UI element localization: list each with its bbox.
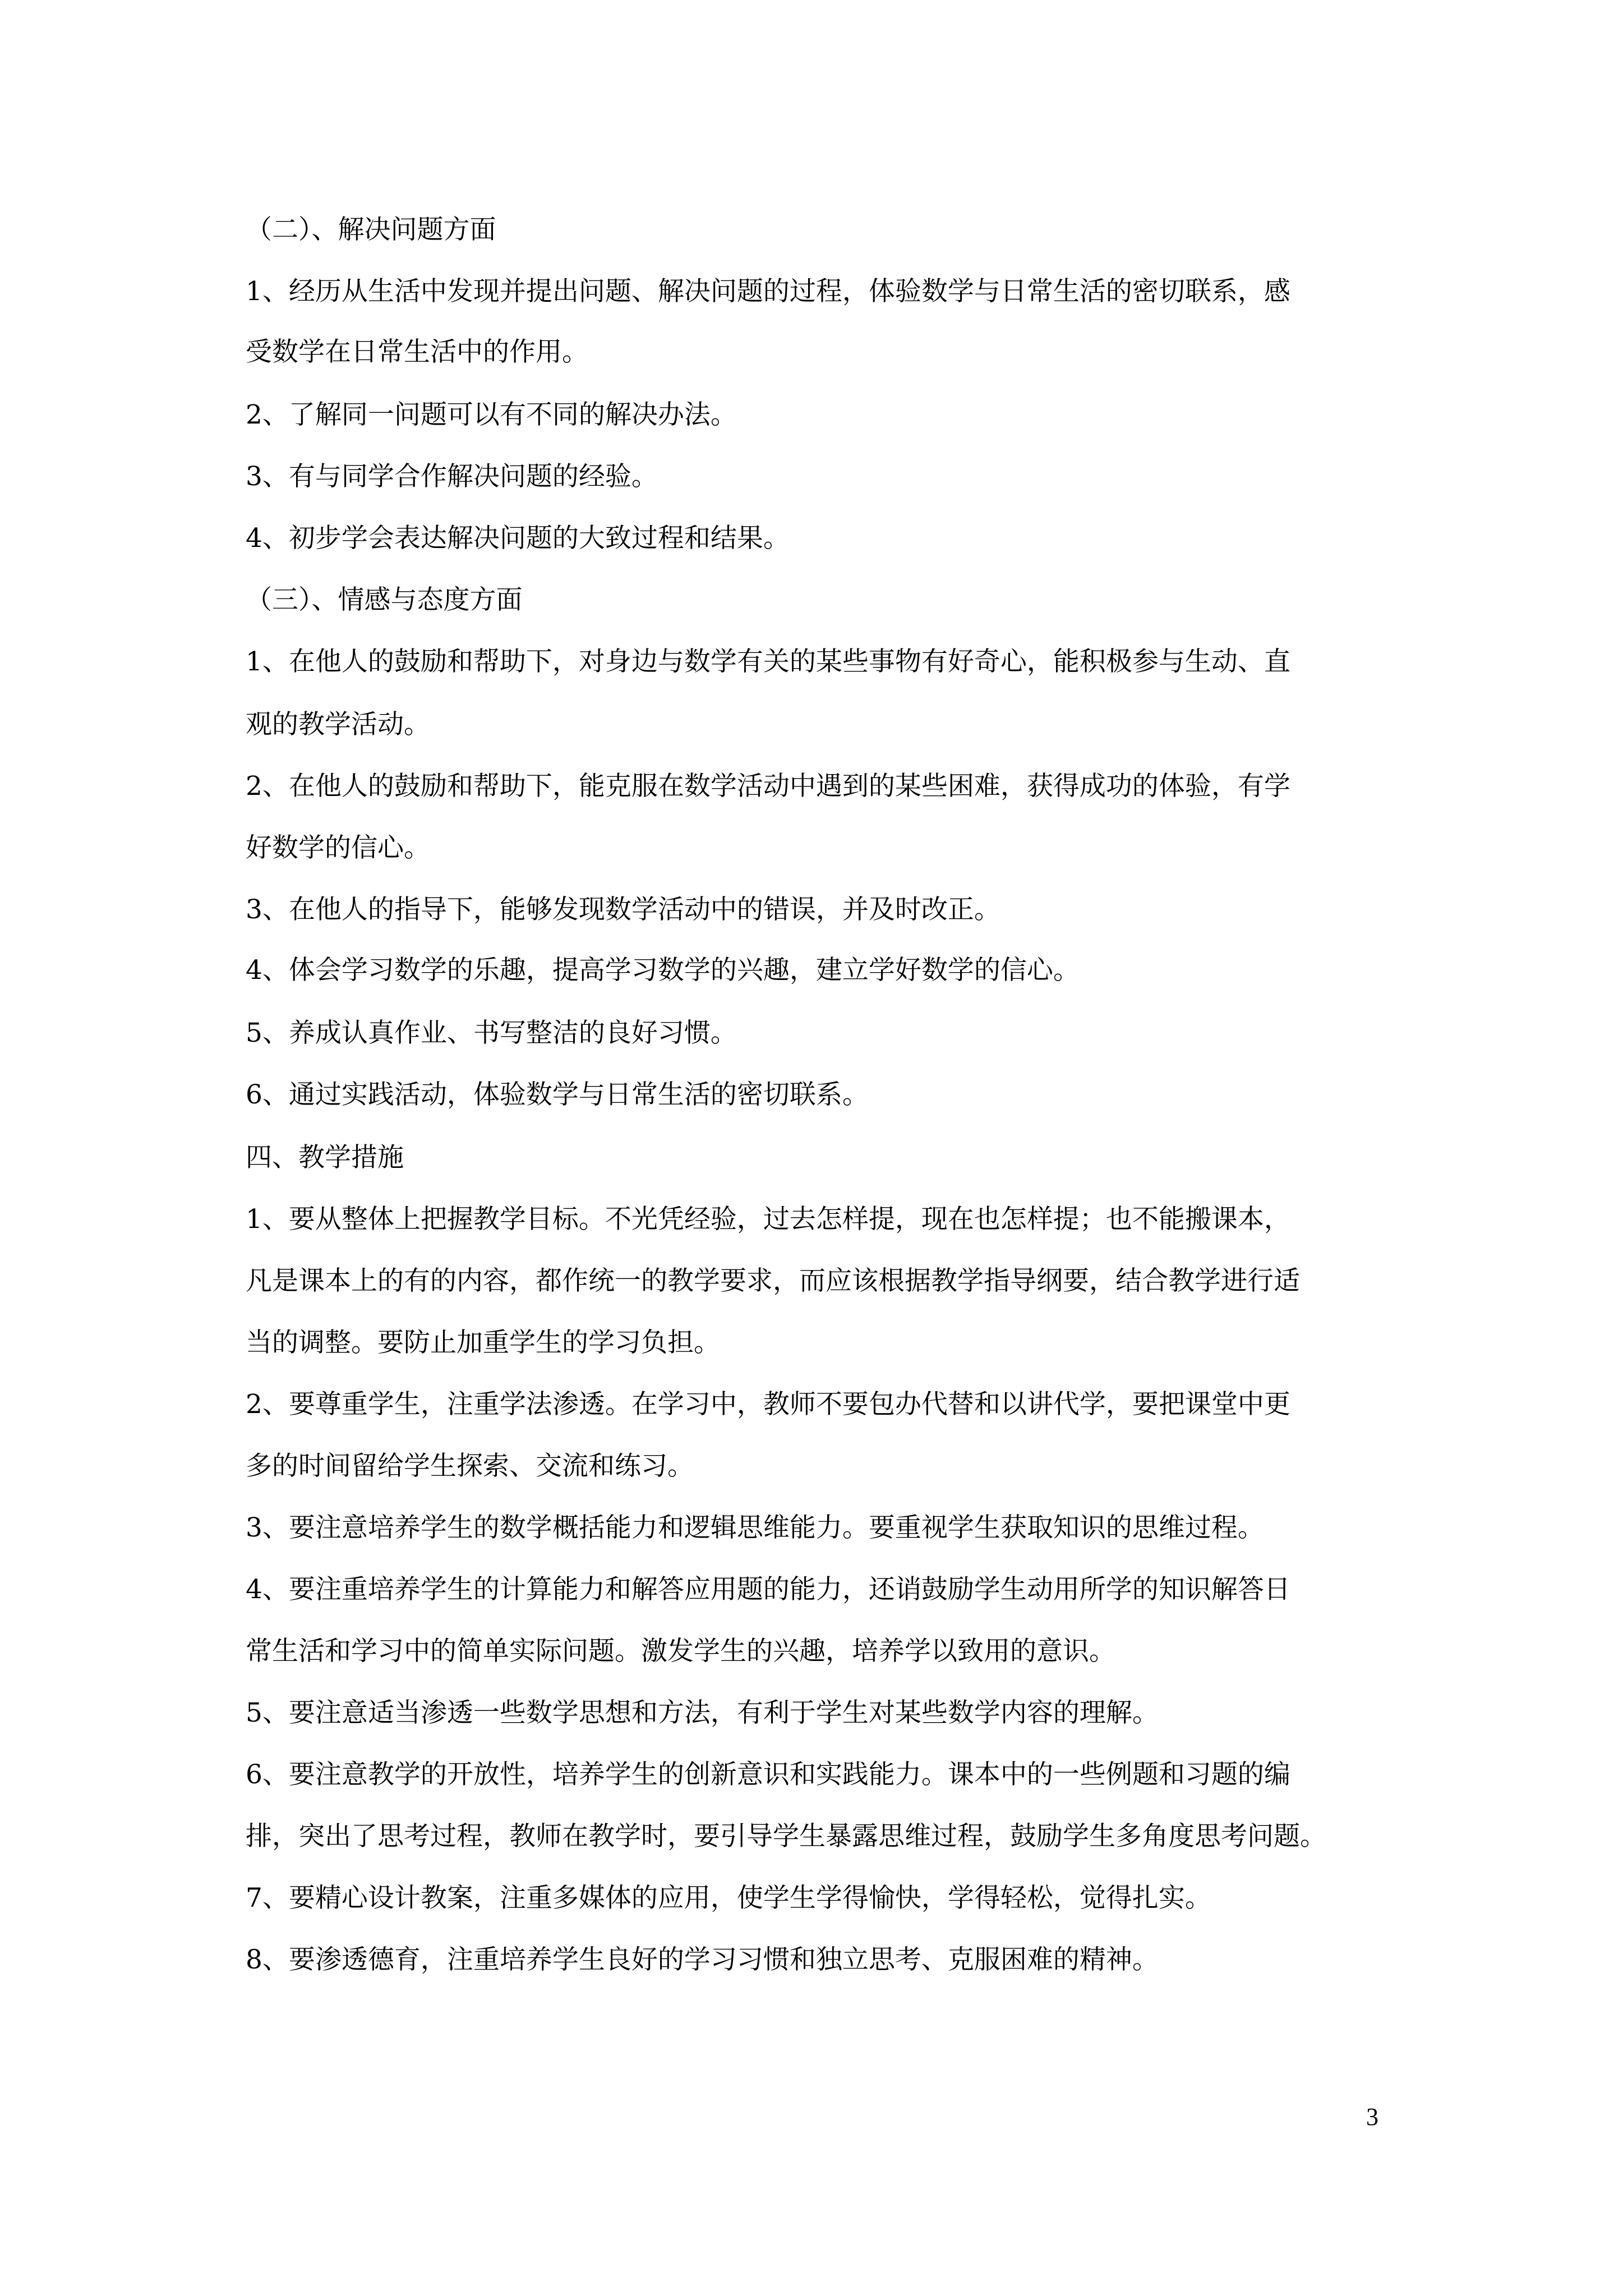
section-heading: （二）、解决问题方面	[246, 214, 496, 245]
paragraph-line: 3、在他人的指导下，能够发现数学活动中的错误，并及时改正。	[246, 894, 1000, 925]
paragraph-line: 4、初步学会表达解决问题的大致过程和结果。	[246, 523, 790, 554]
paragraph-line: 1、经历从生活中发现并提出问题、解决问题的过程，体验数学与日常生活的密切联系，感	[246, 276, 1290, 307]
paragraph-line: 1、在他人的鼓励和帮助下，对身边与数学有关的某些事物有好奇心，能积极参与生动、直	[246, 646, 1290, 677]
paragraph-line: 多的时间留给学生探索、交流和练习。	[246, 1451, 694, 1481]
paragraph-line: 2、要尊重学生，注重学法渗透。在学习中，教师不要包办代替和以讲代学，要把课堂中更	[246, 1389, 1290, 1420]
page-number: 3	[1366, 2103, 1378, 2131]
paragraph-line: 8、要渗透德育，注重培养学生良好的学习习惯和独立思考、克服困难的精神。	[246, 1944, 1159, 1975]
paragraph-line: 1、要从整体上把握教学目标。不光凭经验，过去怎样提，现在也怎样提；也不能搬课本，	[246, 1204, 1290, 1235]
paragraph-line: 6、要注意教学的开放性，培养学生的创新意识和实践能力。课本中的一些例题和习题的编	[246, 1759, 1290, 1790]
paragraph-line: 好数学的信心。	[246, 832, 430, 863]
paragraph-line: 7、要精心设计教案，注重多媒体的应用，使学生学得愉快，学得轻松，觉得扎实。	[246, 1883, 1211, 1913]
paragraph-line: 观的教学活动。	[246, 709, 430, 740]
paragraph-line: 当的调整。要防止加重学生的学习负担。	[246, 1327, 720, 1358]
paragraph-line: 3、要注意培养学生的数学概括能力和逻辑思维能力。要重视学生获取知识的思维过程。	[246, 1512, 1264, 1543]
paragraph-line: 凡是课本上的有的内容，都作统一的教学要求，而应该根据教学指导纲要，结合教学进行适	[246, 1266, 1300, 1296]
paragraph-line: 5、要注意适当渗透一些数学思想和方法，有利于学生对某些数学内容的理解。	[246, 1697, 1159, 1728]
paragraph-line: 4、体会学习数学的乐趣，提高学习数学的兴趣，建立学好数学的信心。	[246, 955, 1080, 986]
section-heading: （三）、情感与态度方面	[246, 585, 523, 615]
paragraph-line: 排，突出了思考过程，教师在教学时，要引导学生暴露思维过程，鼓励学生多角度思考问题。	[246, 1821, 1326, 1852]
paragraph-line: 受数学在日常生活中的作用。	[246, 337, 588, 367]
paragraph-line: 6、通过实践活动，体验数学与日常生活的密切联系。	[246, 1079, 869, 1110]
paragraph-line: 2、在他人的鼓励和帮助下，能克服在数学活动中遇到的某些困难，获得成功的体验，有学	[246, 771, 1290, 802]
paragraph-line: 2、了解同一问题可以有不同的解决办法。	[246, 399, 737, 430]
section-heading: 四、教学措施	[246, 1142, 404, 1173]
paragraph-line: 5、养成认真作业、书写整洁的良好习惯。	[246, 1018, 737, 1048]
paragraph-line: 3、有与同学合作解决问题的经验。	[246, 461, 658, 492]
paragraph-line: 常生活和学习中的简单实际问题。激发学生的兴趣，培养学以致用的意识。	[246, 1636, 1115, 1667]
paragraph-line: 4、要注重培养学生的计算能力和解答应用题的能力，还诮鼓励学生动用所学的知识解答日	[246, 1574, 1290, 1605]
